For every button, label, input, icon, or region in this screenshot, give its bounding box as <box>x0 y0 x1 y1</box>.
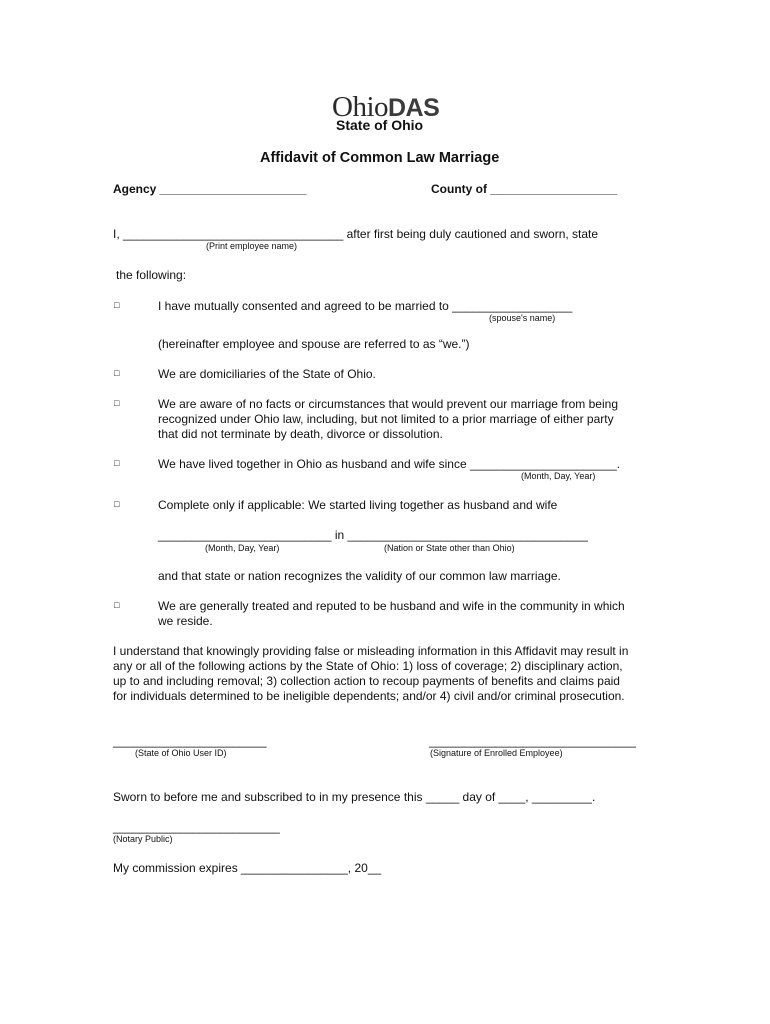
notary-line[interactable]: _________________________ <box>113 820 280 834</box>
aware-text-line-1: We are aware of no facts or circumstances that would prevent our marriage from being <box>158 397 618 411</box>
user-id-line[interactable]: _______________________ <box>113 734 267 748</box>
following-text: the following: <box>116 268 187 282</box>
signature-line[interactable]: _______________________________ <box>429 734 636 748</box>
domiciliaries-text: We are domiciliaries of the State of Ohio. <box>158 367 376 381</box>
checkbox-consent[interactable]: □ <box>114 300 120 310</box>
lived-date-hint: (Month, Day, Year) <box>521 471 596 481</box>
consent-text: I have mutually consented and agreed to be married to __________________ <box>158 299 573 313</box>
warning-line-3: up to and including removal; 3) collection action to recoup payments of benefits and claims paid <box>113 674 620 688</box>
warning-line-1: I understand that knowingly providing false or misleading information in this Affidavit may result in <box>113 644 629 658</box>
started-place-hint: (Nation or State other than Ohio) <box>384 543 515 553</box>
checkbox-domiciliaries[interactable]: □ <box>114 368 120 378</box>
checkbox-applicable[interactable]: □ <box>114 499 120 509</box>
document-title: Affidavit of Common Law Marriage <box>260 150 500 166</box>
logo-das-text: DAS <box>388 94 440 122</box>
checkbox-lived-together[interactable]: □ <box>114 458 120 468</box>
warning-line-2: any or all of the following actions by the State of Ohio: 1) loss of coverage; 2) disciplinary action, <box>113 659 623 673</box>
started-date-hint: (Month, Day, Year) <box>205 543 280 553</box>
reputed-text-line-1: We are generally treated and reputed to be husband and wife in the community in which <box>158 599 625 613</box>
notary-label: (Notary Public) <box>113 834 173 844</box>
logo-ohio-text: Ohio <box>332 91 388 123</box>
aware-text-line-3: that did not terminate by death, divorce or dissolution. <box>158 427 443 441</box>
aware-text-line-2: recognized under Ohio law, including, but not limited to a prior marriage of either party <box>158 412 614 426</box>
agency-field[interactable]: Agency ______________________ <box>113 182 307 196</box>
recognizes-text: and that state or nation recognizes the validity of our common law marriage. <box>158 569 561 583</box>
state-heading: State of Ohio <box>336 117 424 133</box>
user-id-label: (State of Ohio User ID) <box>135 748 227 758</box>
employee-name-line[interactable]: I, _________________________________ after first being duly cautioned and sworn, state <box>113 227 599 241</box>
sworn-text[interactable]: Sworn to before me and subscribed to in my presence this _____ day of ____, _________. <box>113 790 596 804</box>
lived-together-text[interactable]: We have lived together in Ohio as husband and wife since ______________________. <box>158 457 621 471</box>
hereinafter-text: (hereinafter employee and spouse are referred to as “we.”) <box>158 337 470 351</box>
checkbox-aware[interactable]: □ <box>114 398 120 408</box>
signature-label: (Signature of Enrolled Employee) <box>430 748 563 758</box>
applicable-text: Complete only if applicable: We started living together as husband and wife <box>158 498 558 512</box>
warning-line-4: for individuals determined to be ineligible dependents; and/or 4) civil and/or criminal prosecution. <box>113 689 625 703</box>
commission-expires-text[interactable]: My commission expires ________________, 20__ <box>113 861 382 875</box>
checkbox-reputed[interactable]: □ <box>114 600 120 610</box>
county-field[interactable]: County of ___________________ <box>431 182 618 196</box>
started-living-line[interactable]: __________________________ in ____________________________________ <box>158 528 588 542</box>
reputed-text-line-2: we reside. <box>158 614 213 628</box>
employee-name-hint: (Print employee name) <box>206 241 298 251</box>
spouse-name-hint: (spouse's name) <box>489 313 556 323</box>
